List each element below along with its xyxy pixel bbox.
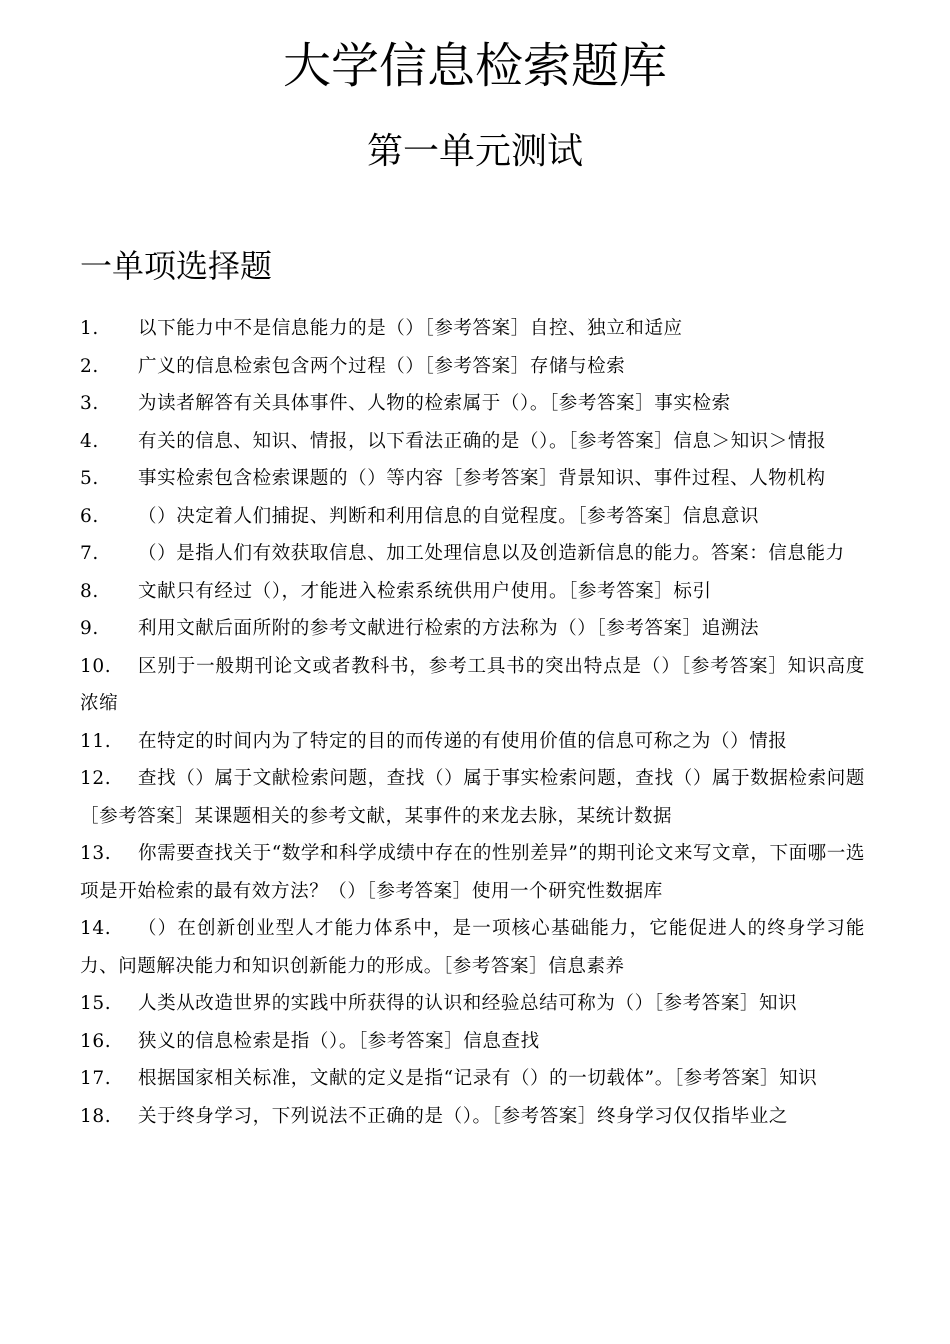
question-text: 有关的信息、知识、情报，以下看法正确的是（）。［参考答案］信息＞知识＞情报 xyxy=(138,430,827,452)
question-text: 人类从改造世界的实践中所获得的认识和经验总结可称为（）［参考答案］知识 xyxy=(138,993,798,1014)
question-number: 4. xyxy=(80,430,99,452)
question-number: 9. xyxy=(80,618,99,639)
question-number: 7. xyxy=(80,543,99,564)
question-number: 13. xyxy=(80,843,112,864)
question-number: 12. xyxy=(80,768,112,789)
question-item xyxy=(80,535,865,573)
question-text: （）在创新创业型人才能力体系中，是一项核心基础能力，它能促进人的终身学习能力、问题解决能力和知识创新能力的形成。［参考答案］信息素养 xyxy=(80,918,865,977)
section-heading: 一单项选择题 xyxy=(80,247,273,285)
question-item xyxy=(80,460,865,498)
question-text: （）决定着人们捕捉、判断和利用信息的自觉程度。［参考答案］信息意识 xyxy=(138,505,760,527)
question-number: 16. xyxy=(80,1030,112,1052)
question-text: 你需要查找关于“数学和科学成绩中存在的性别差异”的期刊论文来写文章，下面哪一选项是开始检索的最有效方法？（）［参考答案］使用一个研究性数据库 xyxy=(80,843,865,902)
question-text: 为读者解答有关具体事件、人物的检索属于（）。［参考答案］事实检索 xyxy=(138,393,731,414)
question-item xyxy=(80,385,865,423)
question-item xyxy=(80,573,865,611)
question-number: 17. xyxy=(80,1068,112,1089)
question-item xyxy=(80,835,865,910)
question-text: 事实检索包含检索课题的（）等内容［参考答案］背景知识、事件过程、人物机构 xyxy=(138,468,826,489)
question-number: 14. xyxy=(80,918,112,939)
question-number: 1. xyxy=(80,318,99,339)
question-item xyxy=(80,985,865,1023)
question-text: 根据国家相关标准，文献的定义是指“记录有（）的一切载体”。［参考答案］知识 xyxy=(138,1068,818,1089)
document-title: 大学信息检索题库 xyxy=(282,38,667,94)
question-item xyxy=(80,1098,865,1136)
question-text: 狭义的信息检索是指（）。［参考答案］信息查找 xyxy=(138,1030,540,1052)
question-text: 文献只有经过（），才能进入检索系统供用户使用。［参考答案］标引 xyxy=(138,580,712,602)
question-number: 18. xyxy=(80,1105,112,1127)
question-item xyxy=(80,648,865,723)
question-item xyxy=(80,760,865,835)
question-number: 6. xyxy=(80,505,99,527)
question-item xyxy=(80,723,865,761)
question-item xyxy=(80,910,865,985)
question-text: 区别于一般期刊论文或者教科书，参考工具书的突出特点是（）［参考答案］知识高度浓缩 xyxy=(80,655,865,714)
question-text: （）是指人们有效获取信息、加工处理信息以及创造新信息的能力。答案：信息能力 xyxy=(138,543,845,564)
question-item xyxy=(80,423,865,461)
question-text: 关于终身学习，下列说法不正确的是（）。［参考答案］终身学习仅仅指毕业之 xyxy=(138,1105,789,1127)
question-number: 15. xyxy=(80,993,112,1014)
question-number: 10. xyxy=(80,655,112,677)
question-text: 以下能力中不是信息能力的是（）［参考答案］自控、独立和适应 xyxy=(138,318,683,339)
question-text: 利用文献后面所附的参考文献进行检索的方法称为（）［参考答案］追溯法 xyxy=(138,618,760,639)
question-item xyxy=(80,498,865,536)
question-text: 广义的信息检索包含两个过程（）［参考答案］存储与检索 xyxy=(138,355,626,377)
question-text: 在特定的时间内为了特定的目的而传递的有使用价值的信息可称之为（）情报 xyxy=(138,730,788,752)
question-item xyxy=(80,348,865,386)
question-item xyxy=(80,310,865,348)
question-item xyxy=(80,1060,865,1098)
question-item xyxy=(80,610,865,648)
unit-title: 第一单元测试 xyxy=(366,131,583,172)
question-number: 5. xyxy=(80,468,99,489)
question-number: 3. xyxy=(80,393,99,414)
question-number: 8. xyxy=(80,580,99,602)
question-list xyxy=(80,310,865,1135)
question-text: 查找（）属于文献检索问题，查找（）属于事实检索问题，查找（）属于数据检索问题［参考答案］某课题相关的参考文献，某事件的来龙去脉，某统计数据 xyxy=(80,768,865,827)
question-number: 11. xyxy=(80,730,112,752)
question-item xyxy=(80,1023,865,1061)
question-number: 2. xyxy=(80,355,99,377)
